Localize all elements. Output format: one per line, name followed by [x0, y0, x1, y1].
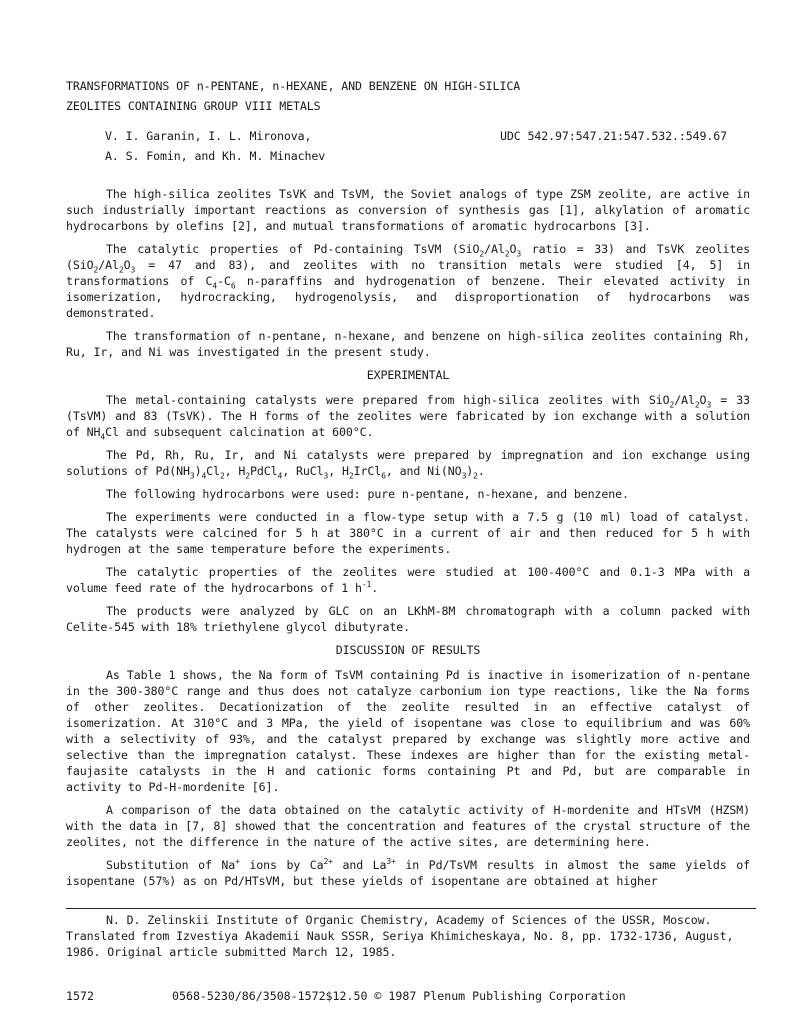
- experimental-paragraph-1: The metal-containing catalysts were prepared from high-silica zeolites with $SiO_2/Al_2O_3 = 33$ (TsVM) and 83 (TsVK). The H forms of the zeolites were fabricated by ion exchange with a solution of $NH_4Cl$ and subsequent calcination at 600°C.: [66, 393, 750, 442]
- experimental-paragraph-6: The products were analyzed by GLC on an LKhM-8M chromatograph with a column packed with Celite-545 with 18% triethylene glycol dibutyrate.: [66, 604, 750, 634]
- footnote-divider: [66, 908, 756, 909]
- page-number: 1572: [66, 989, 94, 1003]
- intro-paragraph-2: The catalytic properties of Pd-containing TsVM ($SiO_2/Al_2O_3$ ratio = 33) and TsVK zeolites ($SiO_2/Al_2O_3 = 47$ and 83), and zeolites with no transition metals were studied [4, 5] in transformations of $C_4-C_6$ n-paraffins and hydrogenation of benzene. Their elevated activity in isomerization, hydrocracking, hydrogenolysis, and disproportionation of hydrocarbons was demonstrated.: [66, 242, 750, 320]
- section-heading-experimental: EXPERIMENTAL: [366, 368, 450, 382]
- experimental-paragraph-3: The following hydrocarbons were used: pure n-pentane, n-hexane, and benzene.: [106, 487, 629, 501]
- article-body: [66, 186, 750, 896]
- footnote-text: N. D. Zelinskii Institute of Organic Chemistry, Academy of Sciences of the USSR, Moscow. Translated from Izvestiya Akademii Nauk SSSR, Seriya Khimicheskaya, No. 8, pp. 1732-1736, August, 1986. Original article submitted March 12, 1985.: [66, 913, 734, 959]
- experimental-paragraph-5: The catalytic properties of the zeolites were studied at 100-400°C and 0.1-3 MPa with a volume feed rate of the hydrocarbons of 1 $h^{-1}$.: [66, 565, 750, 595]
- title-line-1: TRANSFORMATIONS OF n-PENTANE, n-HEXANE, AND BENZENE ON HIGH-SILICA: [66, 79, 521, 93]
- udc-code: UDC 542.97:547.21:547.532.:549.67: [500, 129, 728, 143]
- article-title: [66, 76, 756, 116]
- discussion-paragraph-1: As Table 1 shows, the Na form of TsVM containing Pd is inactive in isomerization of n-pentane in the 300-380°C range and thus does not catalyze carbonium ion type reactions, like the Na forms of other zeolites. Decationization of the zeolite resulted in an effective catalyst of isomerization. At 310°C and 3 MPa, the yield of isopentane was close to equilibrium and was 60% with a selectivity of 93%, and the catalyst prepared by exchange was slightly more active and selective than the impregnation catalyst. These indexes are higher than for the existing metal-faujasite catalysts in the H and cationic forms containing Pt and Pd, but are comparable in activity to Pd-H-mordenite [6].: [66, 668, 750, 794]
- experimental-paragraph-2: The Pd, Rh, Ru, Ir, and Ni catalysts were prepared by impregnation and ion exchange using solutions of $Pd(NH_3)_4Cl_2$, $H_2PdCl_4$, RuCl$_3$, $H_2IrCl_6$, and $Ni(NO_3)_2$.: [66, 448, 750, 481]
- section-heading-discussion: DISCUSSION OF RESULTS: [335, 643, 481, 657]
- authors-line-2: A. S. Fomin, and Kh. M. Minachev: [105, 149, 326, 163]
- discussion-paragraph-2: A comparison of the data obtained on the catalytic activity of H-mordenite and HTsVM (HZSM) with the data in [7, 8] showed that the concentration and features of the crystal structure of the zeolites, not the difference in the nature of the active sites, are determining here.: [66, 803, 750, 849]
- title-line-2: ZEOLITES CONTAINING GROUP VIII METALS: [66, 99, 321, 113]
- discussion-paragraph-3: Substitution of Na+ ions by $Ca^{2+}$ and $La^{3+}$ in Pd/TsVM results in almost the same yields of isopentane (57%) as on Pd/HTsVM, but these yields of isopentane are obtained at higher: [66, 857, 750, 888]
- affiliation-footnote: [66, 912, 756, 960]
- author-list: [105, 126, 325, 166]
- authors-line-1: V. I. Garanin, I. L. Mironova,: [105, 129, 312, 143]
- experimental-paragraph-4: The experiments were conducted in a flow-type setup with a 7.5 g (10 ml) load of catalyst. The catalysts were calcined for 5 h at 380°C in a current of air and then reduced for 5 h with hydrogen at the same temperature before the experiments.: [66, 510, 750, 556]
- issn-copyright-line: 0568-5230/86/3508-1572$12.50 © 1987 Plenum Publishing Corporation: [172, 989, 626, 1003]
- intro-paragraph-1: The high-silica zeolites TsVK and TsVM, the Soviet analogs of type ZSM zeolite, are active in such industrially important reactions as conversion of synthesis gas [1], alkylation of aromatic hydrocarbons by olefins [2], and mutual transformations of aromatic hydrocarbons [3].: [66, 187, 750, 233]
- intro-paragraph-3: The transformation of n-pentane, n-hexane, and benzene on high-silica zeolites containing Rh, Ru, Ir, and Ni was investigated in the present study.: [66, 329, 750, 359]
